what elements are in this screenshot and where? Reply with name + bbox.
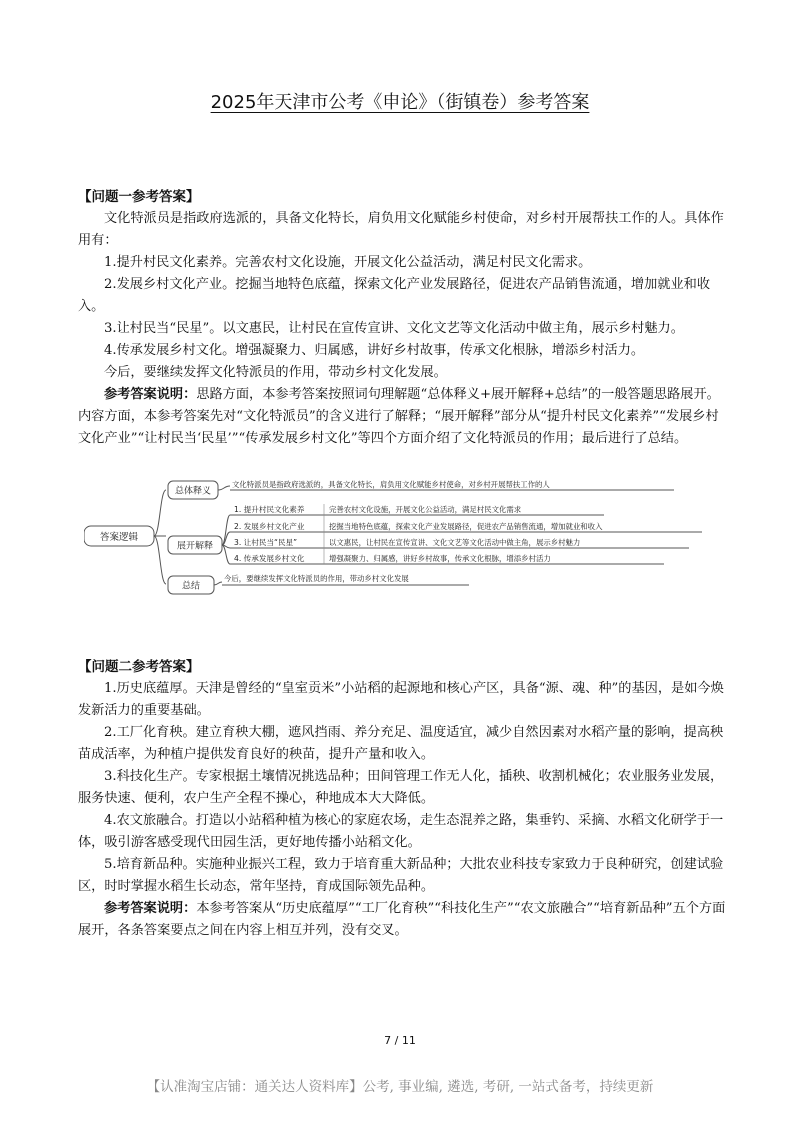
branch-detail-label: 展开解释 bbox=[176, 541, 214, 552]
summary-text: 今后，要继续发挥文化特派员的作用，带动乡村文化发展 bbox=[224, 574, 409, 583]
q1-conclusion: 今后，要继续发挥文化特派员的作用，带动乡村文化发展。 bbox=[104, 365, 447, 380]
detail-label: 4. 传承发展乡村文化 bbox=[234, 554, 305, 563]
q1-item: 3.让村民当“民星”。以文惠民，让村民在宣传宣讲、文化文艺等文化活动中做主角，展示乡村魅力。 bbox=[104, 321, 684, 336]
q1-note bbox=[78, 384, 728, 450]
question-2-heading: 【问题二参考答案】 bbox=[78, 659, 200, 675]
q2-item: 1.历史底蕴厚。天津是曾经的“皇室贡米”小站稻的起源地和核心产区，具备“源、魂、种”的基因，是如今焕发新活力的重要基础。 bbox=[78, 681, 724, 718]
q2-item: 3.科技化生产。专家根据土壤情况挑选品种；田间管理工作无人化，插秧、收割机械化；农业服务业发展，服务快速、便利，农户生产全程不操心，种地成本大大降低。 bbox=[78, 769, 724, 806]
question-1-heading: 【问题一参考答案】 bbox=[78, 189, 200, 205]
answer-logic-diagram bbox=[84, 478, 704, 600]
root-node-label: 答案逻辑 bbox=[99, 532, 139, 543]
detail-text: 完善农村文化设施，开展文化公益活动，满足村民文化需求 bbox=[329, 505, 522, 514]
q1-item: 1.提升村民文化素养。完善农村文化设施，开展文化公益活动，满足村民文化需求。 bbox=[104, 255, 592, 270]
detail-text: 以文惠民，让村民在宣传宣讲、文化文艺等文化活动中做主角，展示乡村魅力 bbox=[329, 538, 581, 547]
q1-intro: 文化特派员是指政府选派的，具备文化特长，肩负用文化赋能乡村使命，对乡村开展帮扶工作的人。具体作用有： bbox=[78, 211, 724, 248]
q1-item: 2.发展乡村文化产业。挖掘当地特色底蕴，探索文化产业发展路径，促进农产品销售流通，增加就业和收入。 bbox=[78, 277, 711, 314]
q2-item: 4.农文旅融合。打造以小站稻种植为核心的家庭农场，走生态混养之路，集垂钓、采摘、水稻文化研学于一体，吸引游客感受现代田园生活，更好地传播小站稻文化。 bbox=[78, 813, 724, 850]
q2-item: 2.工厂化育秧。建立育秧大棚，遮风挡雨、养分充足、温度适宜，减少自然因素对水稻产量的影响，提高秧苗成活率，为种植户提供发育良好的秧苗，提升产量和收入。 bbox=[78, 725, 724, 762]
overall-text: 文化特派员是指政府选派的，具备文化特长，肩负用文化赋能乡村使命，对乡村开展帮扶工作的人 bbox=[232, 480, 550, 489]
question-1-section bbox=[78, 186, 728, 450]
q2-note bbox=[78, 898, 728, 942]
note-label: 参考答案说明： bbox=[104, 901, 197, 916]
detail-text: 增强凝聚力、归属感，讲好乡村故事，传承文化根脉，增添乡村活力 bbox=[329, 554, 551, 563]
note-label: 参考答案说明： bbox=[104, 387, 197, 402]
q2-item: 5.培育新品种。实施种业振兴工程，致力于培育重大新品种；大批农业科技专家致力于良种研究，创建试验区，时时掌握水稻生长动态，常年坚持，育成国际领先品种。 bbox=[78, 857, 724, 894]
branch-summary-label: 总结 bbox=[181, 581, 201, 592]
page-number: 7 / 11 bbox=[384, 1034, 416, 1047]
q1-item: 4.传承发展乡村文化。增强凝聚力、归属感，讲好乡村故事，传承文化根脉，增添乡村活力。 bbox=[104, 343, 645, 358]
note-text: 本参考答案从“历史底蕴厚”“工厂化育秧”“科技化生产”“农文旅融合”“培育新品种”五个方面展开，各条答案要点之间在内容上相互并列，没有交叉。 bbox=[78, 901, 726, 938]
detail-label: 2. 发展乡村文化产业 bbox=[234, 522, 305, 531]
footer-banner: 【认准淘宝店铺：通关达人资料库】公考, 事业编, 遴选, 考研, 一站式备考，持续更新 bbox=[146, 1079, 654, 1095]
page-title: 2025年天津市公考《申论》（街镇卷）参考答案 bbox=[210, 92, 590, 113]
detail-label: 3. 让村民当“民星” bbox=[234, 538, 298, 547]
note-text: 思路方面，本参考答案按照词句理解题“总体释义+展开解释+总结”的一般答题思路展开。内容方面，本参考答案先对“文化特派员”的含义进行了解释；“展开解释”部分从“提升村民文化素养”“发展乡村文化产业”“让村民当‘民星’”“传承发展乡村文化”等四个方面介绍了文化特派员的作用；最后进行了总结。 bbox=[78, 387, 720, 446]
question-2-section bbox=[78, 656, 728, 942]
detail-text: 挖掘当地特色底蕴，探索文化产业发展路径，促进农产品销售流通，增加就业和收入 bbox=[329, 522, 603, 531]
detail-label: 1. 提升村民文化素养 bbox=[234, 505, 305, 514]
branch-overall-label: 总体释义 bbox=[174, 486, 212, 497]
